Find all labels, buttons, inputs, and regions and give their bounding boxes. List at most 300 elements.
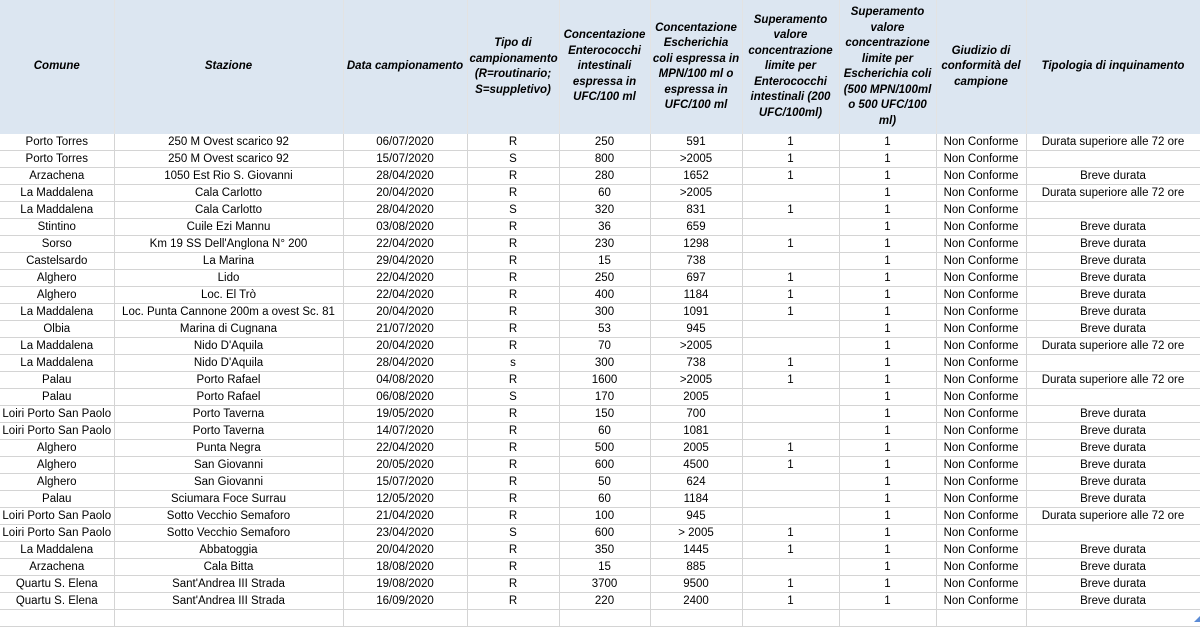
cell-data[interactable]: 06/08/2020 (343, 389, 467, 406)
cell-superamento-escherichia[interactable]: 1 (839, 576, 936, 593)
cell-data[interactable]: 15/07/2020 (343, 151, 467, 168)
cell-giudizio[interactable]: Non Conforme (936, 270, 1026, 287)
cell-comune[interactable]: La Maddalena (0, 355, 114, 372)
cell-enterococchi[interactable]: 280 (559, 168, 650, 185)
cell-enterococchi[interactable]: 1600 (559, 372, 650, 389)
cell-tipo[interactable]: R (467, 593, 559, 610)
cell-giudizio[interactable]: Non Conforme (936, 236, 1026, 253)
cell-tipologia[interactable]: Breve durata (1026, 168, 1200, 185)
cell-stazione[interactable]: Porto Rafael (114, 389, 343, 406)
cell-giudizio[interactable]: Non Conforme (936, 559, 1026, 576)
cell-stazione[interactable]: Cala Carlotto (114, 202, 343, 219)
cell-giudizio[interactable]: Non Conforme (936, 406, 1026, 423)
cell-superamento-enterococchi[interactable]: 1 (742, 202, 839, 219)
cell-comune[interactable]: La Maddalena (0, 202, 114, 219)
cell-superamento-escherichia[interactable]: 1 (839, 593, 936, 610)
cell-data[interactable]: 03/08/2020 (343, 219, 467, 236)
empty-cell[interactable] (742, 610, 839, 627)
cell-superamento-escherichia[interactable]: 1 (839, 372, 936, 389)
cell-tipo[interactable]: s (467, 355, 559, 372)
cell-enterococchi[interactable]: 150 (559, 406, 650, 423)
cell-tipo[interactable]: R (467, 372, 559, 389)
cell-stazione[interactable]: Sotto Vecchio Semaforo (114, 525, 343, 542)
cell-tipo[interactable]: R (467, 474, 559, 491)
cell-enterococchi[interactable]: 250 (559, 134, 650, 151)
empty-cell[interactable] (650, 610, 742, 627)
cell-enterococchi[interactable]: 600 (559, 525, 650, 542)
cell-data[interactable]: 28/04/2020 (343, 355, 467, 372)
cell-tipo[interactable]: R (467, 321, 559, 338)
cell-data[interactable]: 20/04/2020 (343, 185, 467, 202)
cell-comune[interactable]: La Maddalena (0, 338, 114, 355)
cell-giudizio[interactable]: Non Conforme (936, 338, 1026, 355)
cell-comune[interactable]: Loiri Porto San Paolo (0, 423, 114, 440)
header-tipo[interactable]: Tipo di campionamento (R=routinario; S=suppletivo) (467, 0, 559, 134)
cell-giudizio[interactable]: Non Conforme (936, 134, 1026, 151)
cell-tipologia[interactable]: Breve durata (1026, 474, 1200, 491)
cell-data[interactable]: 20/04/2020 (343, 338, 467, 355)
cell-superamento-escherichia[interactable]: 1 (839, 406, 936, 423)
cell-enterococchi[interactable]: 60 (559, 491, 650, 508)
cell-tipo[interactable]: R (467, 287, 559, 304)
cell-comune[interactable]: Stintino (0, 219, 114, 236)
cell-comune[interactable]: La Maddalena (0, 542, 114, 559)
cell-stazione[interactable]: Loc. El Trò (114, 287, 343, 304)
empty-cell[interactable] (839, 610, 936, 627)
cell-stazione[interactable]: Punta Negra (114, 440, 343, 457)
cell-stazione[interactable]: Loc. Punta Cannone 200m a ovest Sc. 81 (114, 304, 343, 321)
header-comune[interactable]: Comune (0, 0, 114, 134)
cell-escherichia[interactable]: >2005 (650, 151, 742, 168)
cell-comune[interactable]: Palau (0, 372, 114, 389)
cell-superamento-escherichia[interactable]: 1 (839, 287, 936, 304)
cell-tipo[interactable]: R (467, 134, 559, 151)
cell-tipo[interactable]: R (467, 338, 559, 355)
cell-superamento-escherichia[interactable]: 1 (839, 219, 936, 236)
empty-cell[interactable] (559, 610, 650, 627)
cell-tipologia[interactable]: Durata superiore alle 72 ore (1026, 185, 1200, 202)
cell-data[interactable]: 21/07/2020 (343, 321, 467, 338)
cell-superamento-escherichia[interactable]: 1 (839, 168, 936, 185)
cell-giudizio[interactable]: Non Conforme (936, 185, 1026, 202)
cell-superamento-escherichia[interactable]: 1 (839, 270, 936, 287)
cell-superamento-enterococchi[interactable]: 1 (742, 151, 839, 168)
cell-tipologia[interactable]: Breve durata (1026, 253, 1200, 270)
cell-tipo[interactable]: S (467, 525, 559, 542)
empty-cell[interactable] (936, 610, 1026, 627)
cell-comune[interactable]: Quartu S. Elena (0, 576, 114, 593)
cell-superamento-escherichia[interactable]: 1 (839, 185, 936, 202)
cell-tipologia[interactable]: Breve durata (1026, 491, 1200, 508)
cell-tipologia[interactable]: Durata superiore alle 72 ore (1026, 372, 1200, 389)
cell-tipologia[interactable] (1026, 389, 1200, 406)
cell-tipo[interactable]: R (467, 440, 559, 457)
cell-giudizio[interactable]: Non Conforme (936, 525, 1026, 542)
cell-superamento-escherichia[interactable]: 1 (839, 253, 936, 270)
cell-superamento-enterococchi[interactable] (742, 321, 839, 338)
cell-superamento-escherichia[interactable]: 1 (839, 474, 936, 491)
cell-tipo[interactable]: R (467, 304, 559, 321)
cell-superamento-escherichia[interactable]: 1 (839, 440, 936, 457)
cell-tipo[interactable]: R (467, 423, 559, 440)
cell-superamento-enterococchi[interactable] (742, 185, 839, 202)
cell-data[interactable]: 20/04/2020 (343, 304, 467, 321)
cell-stazione[interactable]: Cuile Ezi Mannu (114, 219, 343, 236)
cell-data[interactable]: 20/05/2020 (343, 457, 467, 474)
cell-data[interactable]: 04/08/2020 (343, 372, 467, 389)
cell-superamento-enterococchi[interactable]: 1 (742, 287, 839, 304)
cell-tipo[interactable]: R (467, 508, 559, 525)
cell-escherichia[interactable]: 885 (650, 559, 742, 576)
cell-tipo[interactable]: R (467, 576, 559, 593)
cell-giudizio[interactable]: Non Conforme (936, 593, 1026, 610)
cell-data[interactable]: 22/04/2020 (343, 270, 467, 287)
cell-tipo[interactable]: R (467, 185, 559, 202)
cell-tipo[interactable]: R (467, 491, 559, 508)
cell-comune[interactable]: Alghero (0, 474, 114, 491)
cell-escherichia[interactable]: 1081 (650, 423, 742, 440)
cell-superamento-enterococchi[interactable]: 1 (742, 236, 839, 253)
cell-superamento-escherichia[interactable]: 1 (839, 508, 936, 525)
header-superamento-enterococchi[interactable]: Superamento valore concentrazione limite per Enterococchi intestinali (200 UFC/100ml) (742, 0, 839, 134)
empty-cell[interactable] (114, 610, 343, 627)
cell-giudizio[interactable]: Non Conforme (936, 202, 1026, 219)
cell-superamento-escherichia[interactable]: 1 (839, 304, 936, 321)
cell-data[interactable]: 14/07/2020 (343, 423, 467, 440)
cell-escherichia[interactable]: 1298 (650, 236, 742, 253)
cell-data[interactable]: 22/04/2020 (343, 440, 467, 457)
cell-escherichia[interactable]: 945 (650, 321, 742, 338)
cell-giudizio[interactable]: Non Conforme (936, 219, 1026, 236)
cell-data[interactable]: 06/07/2020 (343, 134, 467, 151)
header-data[interactable]: Data campionamento (343, 0, 467, 134)
cell-escherichia[interactable]: 738 (650, 253, 742, 270)
cell-giudizio[interactable]: Non Conforme (936, 151, 1026, 168)
cell-superamento-escherichia[interactable]: 1 (839, 321, 936, 338)
cell-escherichia[interactable]: >2005 (650, 338, 742, 355)
cell-tipo[interactable]: R (467, 236, 559, 253)
cell-enterococchi[interactable]: 220 (559, 593, 650, 610)
cell-comune[interactable]: Loiri Porto San Paolo (0, 508, 114, 525)
cell-data[interactable]: 22/04/2020 (343, 236, 467, 253)
cell-superamento-enterococchi[interactable]: 1 (742, 440, 839, 457)
cell-tipologia[interactable]: Breve durata (1026, 576, 1200, 593)
cell-data[interactable]: 19/08/2020 (343, 576, 467, 593)
cell-data[interactable]: 15/07/2020 (343, 474, 467, 491)
cell-tipologia[interactable]: Durata superiore alle 72 ore (1026, 134, 1200, 151)
cell-stazione[interactable]: Marina di Cugnana (114, 321, 343, 338)
cell-comune[interactable]: Alghero (0, 270, 114, 287)
cell-comune[interactable]: Porto Torres (0, 151, 114, 168)
cell-giudizio[interactable]: Non Conforme (936, 423, 1026, 440)
cell-superamento-escherichia[interactable]: 1 (839, 151, 936, 168)
cell-superamento-enterococchi[interactable]: 1 (742, 168, 839, 185)
cell-escherichia[interactable]: >2005 (650, 185, 742, 202)
empty-cell[interactable] (467, 610, 559, 627)
cell-escherichia[interactable]: 1652 (650, 168, 742, 185)
cell-comune[interactable]: Palau (0, 389, 114, 406)
cell-superamento-enterococchi[interactable]: 1 (742, 270, 839, 287)
cell-giudizio[interactable]: Non Conforme (936, 372, 1026, 389)
cell-giudizio[interactable]: Non Conforme (936, 542, 1026, 559)
cell-escherichia[interactable]: 624 (650, 474, 742, 491)
cell-stazione[interactable]: San Giovanni (114, 474, 343, 491)
cell-tipologia[interactable]: Durata superiore alle 72 ore (1026, 508, 1200, 525)
cell-data[interactable]: 23/04/2020 (343, 525, 467, 542)
cell-superamento-escherichia[interactable]: 1 (839, 525, 936, 542)
cell-escherichia[interactable]: 697 (650, 270, 742, 287)
cell-enterococchi[interactable]: 100 (559, 508, 650, 525)
cell-superamento-enterococchi[interactable]: 1 (742, 134, 839, 151)
cell-superamento-escherichia[interactable]: 1 (839, 236, 936, 253)
cell-superamento-enterococchi[interactable] (742, 423, 839, 440)
cell-superamento-enterococchi[interactable] (742, 559, 839, 576)
cell-stazione[interactable]: 250 M Ovest scarico 92 (114, 151, 343, 168)
cell-escherichia[interactable]: 2005 (650, 389, 742, 406)
cell-comune[interactable]: Alghero (0, 457, 114, 474)
cell-superamento-enterococchi[interactable]: 1 (742, 576, 839, 593)
cell-superamento-escherichia[interactable]: 1 (839, 559, 936, 576)
cell-data[interactable]: 16/09/2020 (343, 593, 467, 610)
cell-giudizio[interactable]: Non Conforme (936, 508, 1026, 525)
empty-cell[interactable] (343, 610, 467, 627)
cell-enterococchi[interactable]: 300 (559, 355, 650, 372)
cell-stazione[interactable]: Sciumara Foce Surrau (114, 491, 343, 508)
cell-stazione[interactable]: Porto Rafael (114, 372, 343, 389)
header-enterococchi[interactable]: Concentazione Enterococchi intestinali espressa in UFC/100 ml (559, 0, 650, 134)
cell-tipologia[interactable]: Breve durata (1026, 321, 1200, 338)
cell-comune[interactable]: Castelsardo (0, 253, 114, 270)
cell-superamento-escherichia[interactable]: 1 (839, 355, 936, 372)
cell-escherichia[interactable]: 831 (650, 202, 742, 219)
cell-superamento-escherichia[interactable]: 1 (839, 423, 936, 440)
header-tipologia[interactable]: Tipologia di inquinamento (1026, 0, 1200, 134)
cell-stazione[interactable]: Lido (114, 270, 343, 287)
cell-data[interactable]: 22/04/2020 (343, 287, 467, 304)
cell-enterococchi[interactable]: 15 (559, 559, 650, 576)
cell-tipologia[interactable]: Breve durata (1026, 457, 1200, 474)
cell-data[interactable]: 18/08/2020 (343, 559, 467, 576)
cell-comune[interactable]: Arzachena (0, 168, 114, 185)
cell-escherichia[interactable]: 2005 (650, 440, 742, 457)
cell-tipo[interactable]: R (467, 219, 559, 236)
cell-escherichia[interactable]: 4500 (650, 457, 742, 474)
cell-giudizio[interactable]: Non Conforme (936, 576, 1026, 593)
cell-comune[interactable]: Loiri Porto San Paolo (0, 525, 114, 542)
cell-superamento-enterococchi[interactable] (742, 406, 839, 423)
cell-tipologia[interactable]: Breve durata (1026, 287, 1200, 304)
cell-giudizio[interactable]: Non Conforme (936, 253, 1026, 270)
cell-comune[interactable]: Quartu S. Elena (0, 593, 114, 610)
cell-superamento-enterococchi[interactable] (742, 508, 839, 525)
cell-escherichia[interactable]: 1445 (650, 542, 742, 559)
cell-enterococchi[interactable]: 250 (559, 270, 650, 287)
cell-superamento-escherichia[interactable]: 1 (839, 491, 936, 508)
cell-tipo[interactable]: R (467, 168, 559, 185)
cell-superamento-enterococchi[interactable]: 1 (742, 304, 839, 321)
cell-stazione[interactable]: Sotto Vecchio Semaforo (114, 508, 343, 525)
cell-superamento-enterococchi[interactable]: 1 (742, 372, 839, 389)
cell-escherichia[interactable]: 659 (650, 219, 742, 236)
cell-enterococchi[interactable]: 60 (559, 185, 650, 202)
cell-stazione[interactable]: Nido D'Aquila (114, 355, 343, 372)
cell-stazione[interactable]: 250 M Ovest scarico 92 (114, 134, 343, 151)
cell-giudizio[interactable]: Non Conforme (936, 168, 1026, 185)
cell-enterococchi[interactable]: 50 (559, 474, 650, 491)
cell-data[interactable]: 28/04/2020 (343, 168, 467, 185)
cell-giudizio[interactable]: Non Conforme (936, 474, 1026, 491)
cell-tipologia[interactable] (1026, 525, 1200, 542)
cell-tipo[interactable]: S (467, 202, 559, 219)
cell-escherichia[interactable]: 1091 (650, 304, 742, 321)
cell-comune[interactable]: Palau (0, 491, 114, 508)
cell-giudizio[interactable]: Non Conforme (936, 491, 1026, 508)
cell-stazione[interactable]: San Giovanni (114, 457, 343, 474)
cell-giudizio[interactable]: Non Conforme (936, 457, 1026, 474)
cell-data[interactable]: 21/04/2020 (343, 508, 467, 525)
cell-enterococchi[interactable]: 500 (559, 440, 650, 457)
cell-superamento-escherichia[interactable]: 1 (839, 389, 936, 406)
cell-enterococchi[interactable]: 15 (559, 253, 650, 270)
cell-superamento-escherichia[interactable]: 1 (839, 338, 936, 355)
cell-tipologia[interactable]: Breve durata (1026, 406, 1200, 423)
cell-tipologia[interactable] (1026, 355, 1200, 372)
cell-tipologia[interactable]: Breve durata (1026, 219, 1200, 236)
cell-escherichia[interactable]: 700 (650, 406, 742, 423)
cell-giudizio[interactable]: Non Conforme (936, 321, 1026, 338)
cell-tipo[interactable]: R (467, 270, 559, 287)
cell-tipo[interactable]: R (467, 253, 559, 270)
cell-superamento-escherichia[interactable]: 1 (839, 457, 936, 474)
cell-tipologia[interactable]: Breve durata (1026, 423, 1200, 440)
cell-enterococchi[interactable]: 53 (559, 321, 650, 338)
cell-enterococchi[interactable]: 36 (559, 219, 650, 236)
cell-superamento-enterococchi[interactable]: 1 (742, 525, 839, 542)
cell-superamento-enterococchi[interactable]: 1 (742, 457, 839, 474)
cell-stazione[interactable]: Abbatoggia (114, 542, 343, 559)
cell-tipologia[interactable] (1026, 151, 1200, 168)
cell-superamento-enterococchi[interactable] (742, 491, 839, 508)
cell-superamento-escherichia[interactable]: 1 (839, 202, 936, 219)
cell-escherichia[interactable]: 945 (650, 508, 742, 525)
cell-enterococchi[interactable]: 320 (559, 202, 650, 219)
cell-data[interactable]: 19/05/2020 (343, 406, 467, 423)
cell-stazione[interactable]: 1050 Est Rio S. Giovanni (114, 168, 343, 185)
cell-tipo[interactable]: R (467, 559, 559, 576)
cell-stazione[interactable]: Nido D'Aquila (114, 338, 343, 355)
cell-tipologia[interactable]: Breve durata (1026, 304, 1200, 321)
cell-enterococchi[interactable]: 350 (559, 542, 650, 559)
cell-giudizio[interactable]: Non Conforme (936, 389, 1026, 406)
cell-tipologia[interactable]: Breve durata (1026, 593, 1200, 610)
cell-stazione[interactable]: La Marina (114, 253, 343, 270)
cell-enterococchi[interactable]: 60 (559, 423, 650, 440)
cell-escherichia[interactable]: > 2005 (650, 525, 742, 542)
cell-tipologia[interactable]: Durata superiore alle 72 ore (1026, 338, 1200, 355)
cell-tipologia[interactable]: Breve durata (1026, 542, 1200, 559)
cell-tipo[interactable]: S (467, 389, 559, 406)
cell-data[interactable]: 12/05/2020 (343, 491, 467, 508)
cell-superamento-enterococchi[interactable]: 1 (742, 355, 839, 372)
cell-giudizio[interactable]: Non Conforme (936, 287, 1026, 304)
cell-giudizio[interactable]: Non Conforme (936, 304, 1026, 321)
cell-escherichia[interactable]: >2005 (650, 372, 742, 389)
cell-superamento-escherichia[interactable]: 1 (839, 134, 936, 151)
cell-enterococchi[interactable]: 300 (559, 304, 650, 321)
cell-comune[interactable]: Alghero (0, 440, 114, 457)
cell-comune[interactable]: La Maddalena (0, 304, 114, 321)
header-stazione[interactable]: Stazione (114, 0, 343, 134)
cell-enterococchi[interactable]: 3700 (559, 576, 650, 593)
cell-enterococchi[interactable]: 70 (559, 338, 650, 355)
cell-enterococchi[interactable]: 600 (559, 457, 650, 474)
cell-enterococchi[interactable]: 400 (559, 287, 650, 304)
cell-data[interactable]: 20/04/2020 (343, 542, 467, 559)
cell-escherichia[interactable]: 1184 (650, 491, 742, 508)
cell-comune[interactable]: Alghero (0, 287, 114, 304)
empty-cell[interactable] (0, 610, 114, 627)
cell-escherichia[interactable]: 2400 (650, 593, 742, 610)
cell-escherichia[interactable]: 9500 (650, 576, 742, 593)
cell-tipo[interactable]: S (467, 151, 559, 168)
header-giudizio[interactable]: Giudizio di conformità del campione (936, 0, 1026, 134)
cell-stazione[interactable]: Sant'Andrea III Strada (114, 576, 343, 593)
cell-stazione[interactable]: Sant'Andrea III Strada (114, 593, 343, 610)
cell-stazione[interactable]: Km 19 SS Dell'Anglona N° 200 (114, 236, 343, 253)
cell-tipologia[interactable]: Breve durata (1026, 270, 1200, 287)
cell-superamento-enterococchi[interactable]: 1 (742, 593, 839, 610)
cell-comune[interactable]: Sorso (0, 236, 114, 253)
cell-tipologia[interactable]: Breve durata (1026, 559, 1200, 576)
cell-superamento-enterococchi[interactable]: 1 (742, 542, 839, 559)
cell-comune[interactable]: La Maddalena (0, 185, 114, 202)
header-superamento-escherichia[interactable]: Superamento valore concentrazione limite per Escherichia coli (500 MPN/100ml o 500 UFC/100 ml) (839, 0, 936, 134)
cell-enterococchi[interactable]: 170 (559, 389, 650, 406)
empty-cell[interactable] (1026, 610, 1200, 627)
cell-giudizio[interactable]: Non Conforme (936, 440, 1026, 457)
cell-stazione[interactable]: Porto Taverna (114, 423, 343, 440)
cell-tipologia[interactable] (1026, 202, 1200, 219)
cell-superamento-enterococchi[interactable] (742, 338, 839, 355)
cell-comune[interactable]: Arzachena (0, 559, 114, 576)
cell-superamento-enterococchi[interactable] (742, 474, 839, 491)
cell-tipo[interactable]: R (467, 542, 559, 559)
cell-data[interactable]: 28/04/2020 (343, 202, 467, 219)
cell-comune[interactable]: Porto Torres (0, 134, 114, 151)
cell-data[interactable]: 29/04/2020 (343, 253, 467, 270)
cell-escherichia[interactable]: 738 (650, 355, 742, 372)
cell-superamento-enterococchi[interactable] (742, 219, 839, 236)
cell-comune[interactable]: Olbia (0, 321, 114, 338)
cell-tipo[interactable]: R (467, 406, 559, 423)
cell-superamento-enterococchi[interactable] (742, 389, 839, 406)
cell-enterococchi[interactable]: 800 (559, 151, 650, 168)
cell-escherichia[interactable]: 1184 (650, 287, 742, 304)
cell-comune[interactable]: Loiri Porto San Paolo (0, 406, 114, 423)
cell-tipologia[interactable]: Breve durata (1026, 440, 1200, 457)
cell-tipologia[interactable]: Breve durata (1026, 236, 1200, 253)
cell-enterococchi[interactable]: 230 (559, 236, 650, 253)
cell-superamento-enterococchi[interactable] (742, 253, 839, 270)
cell-tipo[interactable]: R (467, 457, 559, 474)
cell-stazione[interactable]: Porto Taverna (114, 406, 343, 423)
cell-escherichia[interactable]: 591 (650, 134, 742, 151)
header-escherichia[interactable]: Concentazione Escherichia coli espressa in MPN/100 ml o espressa in UFC/100 ml (650, 0, 742, 134)
cell-stazione[interactable]: Cala Carlotto (114, 185, 343, 202)
cell-superamento-escherichia[interactable]: 1 (839, 542, 936, 559)
cell-giudizio[interactable]: Non Conforme (936, 355, 1026, 372)
cell-stazione[interactable]: Cala Bitta (114, 559, 343, 576)
